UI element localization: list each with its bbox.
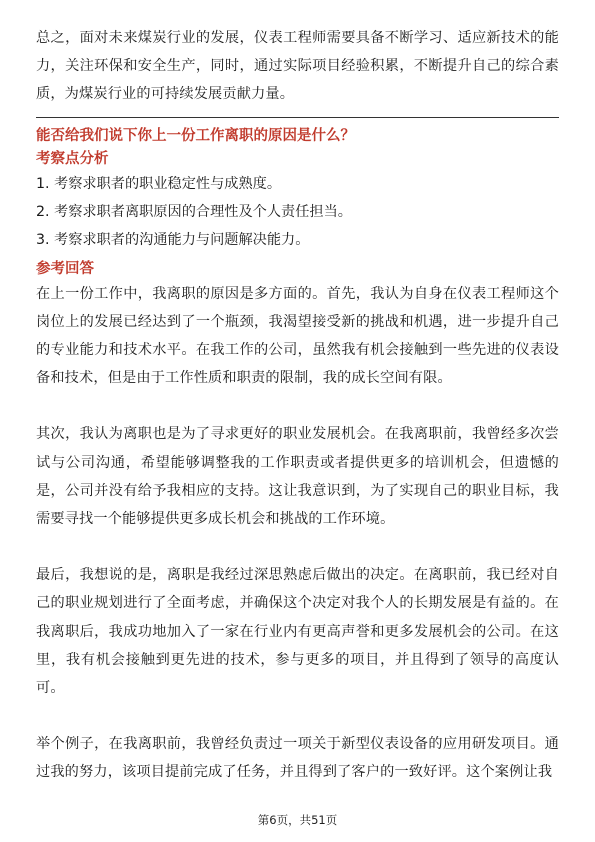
- answer-paragraph: 举个例子，在我离职前，我曾经负责过一项关于新型仪表设备的应用研发项目。通过我的努力，该项目提前完成了任务，并且得到了客户的一致好评。这个案例让我: [36, 736, 559, 781]
- intro-paragraph: 总之，面对未来煤炭行业的发展，仪表工程师需要具备不断学习、适应新技术的能力，关注环保和安全生产，同时，通过实际项目经验积累，不断提升自己的综合素质，为煤炭行业的可持续发展贡献力量。: [36, 30, 559, 103]
- page-number: 第6页，共51页: [257, 813, 338, 827]
- answer-heading: 参考回答: [36, 260, 94, 277]
- section-divider: [36, 117, 559, 118]
- analysis-list: [36, 170, 559, 254]
- list-item: 3. 考察求职者的沟通能力与问题解决能力。: [36, 231, 310, 248]
- analysis-heading: 考察点分析: [36, 150, 109, 167]
- answer-paragraph: 其次，我认为离职也是为了寻求更好的职业发展机会。在我离职前，我曾经多次尝试与公司沟通，希望能够调整我的工作职责或者提供更多的培训机会，但遗憾的是，公司并没有给予我相应的支持。这让我意识到，为了实现自己的职业目标，我需要寻找一个能够提供更多成长机会和挑战的工作环境。: [36, 426, 559, 528]
- question-heading: 能否给我们说下你上一份工作离职的原因是什么？: [36, 127, 355, 144]
- list-item: 2. 考察求职者离职原因的合理性及个人责任担当。: [36, 203, 352, 220]
- list-item: 1. 考察求职者的职业稳定性与成熟度。: [36, 175, 282, 192]
- page-content: [36, 24, 559, 787]
- answer-paragraph: 在上一份工作中，我离职的原因是多方面的。首先，我认为自身在仪表工程师这个岗位上的发展已经达到了一个瓶颈，我渴望接受新的挑战和机遇，进一步提升自己的专业能力和技术水平。在我工作的公司，虽然我有机会接触到一些先进的仪表设备和技术，但是由于工作性质和职责的限制，我的成长空间有限。: [36, 285, 559, 387]
- answer-paragraph: 最后，我想说的是，离职是我经过深思熟虑后做出的决定。在离职前，我已经对自己的职业规划进行了全面考虑，并确保这个决定对我个人的长期发展是有益的。在我离职后，我成功地加入了一家在行业内有更高声誉和更多发展机会的公司。在这里，我有机会接触到更先进的技术，参与更多的项目，并且得到了领导的高度认可。: [36, 567, 559, 697]
